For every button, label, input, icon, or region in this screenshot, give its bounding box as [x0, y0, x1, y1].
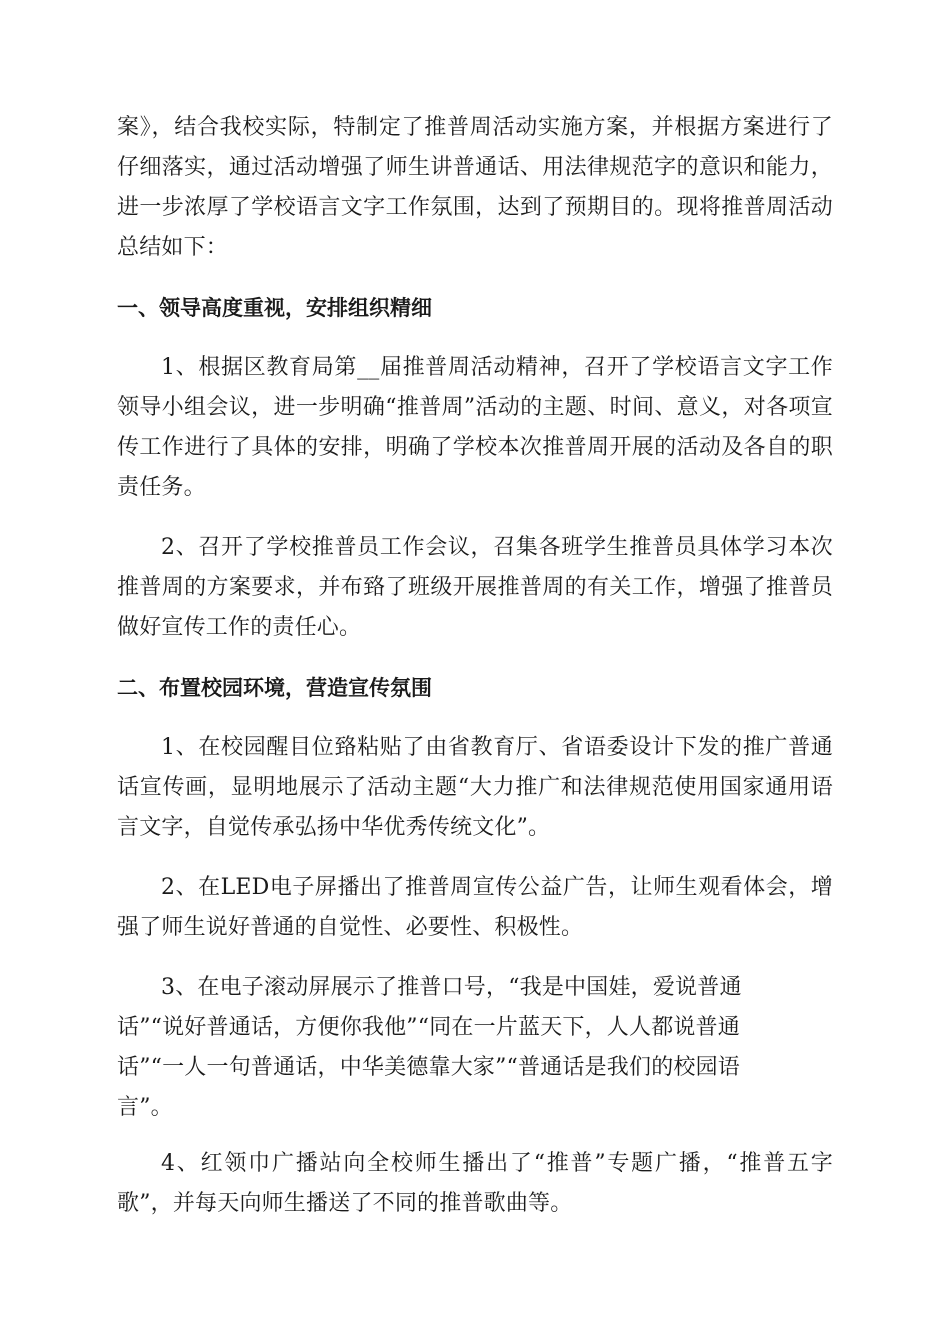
- paragraph-line: 话”“说好普通话，方便你我他”“同在一片蓝天下，人人都说普通: [117, 1015, 740, 1040]
- section-heading-2: 二、布置校园环境，营造宣传氛围: [117, 676, 432, 700]
- section2-paragraph-2: 2、在LED电子屏播出了推普周宣传公益广告，让师生观看体会，增强了师生说好普通的自觉性、必要性、积极性。: [117, 875, 833, 940]
- section2-paragraph-1: 1、在校园醒目位臵粘贴了由省教育厅、省语委设计下发的推广普通话宣传画，显明地展示了活动主题“大力推广和法律规范使用国家通用语言文字，自觉传承弘扬中华优秀传统文化”。: [117, 735, 833, 840]
- paragraph-line: 3、在电子滚动屏展示了推普口号，“我是中国娃，爱说普通: [161, 975, 742, 1000]
- paragraph-line: 言”。: [117, 1095, 173, 1120]
- document-body: [117, 108, 833, 1244]
- section2-paragraph-4: 4、红领巾广播站向全校师生播出了“推普”专题广播，“推普五字歌”，并每天向师生播送了不同的推普歌曲等。: [117, 1151, 833, 1216]
- section1-paragraph-2: 2、召开了学校推普员工作会议，召集各班学生推普员具体学习本次推普周的方案要求，并布臵了班级开展推普周的有关工作，增强了推普员做好宣传工作的责任心。: [117, 535, 833, 640]
- paragraph-line: 话”“一人一句普通话，中华美德靠大家”“普通话是我们的校园语: [117, 1055, 740, 1080]
- section-heading-1: 一、领导高度重视，安排组织精细: [117, 296, 432, 320]
- intro-paragraph: 案》，结合我校实际，特制定了推普周活动实施方案，并根据方案进行了仔细落实，通过活动增强了师生讲普通话、用法律规范字的意识和能力，进一步浓厚了学校语言文字工作氛围，达到了预期目的。现将推普周活动总结如下：: [117, 115, 833, 260]
- section2-paragraph-3: [117, 968, 833, 1128]
- section1-paragraph-1: 1、根据区教育局第__届推普周活动精神，召开了学校语言文字工作领导小组会议，进一步明确“推普周”活动的主题、时间、意义，对各项宣传工作进行了具体的安排，明确了学校本次推普周开展的活动及各自的职责任务。: [117, 355, 833, 500]
